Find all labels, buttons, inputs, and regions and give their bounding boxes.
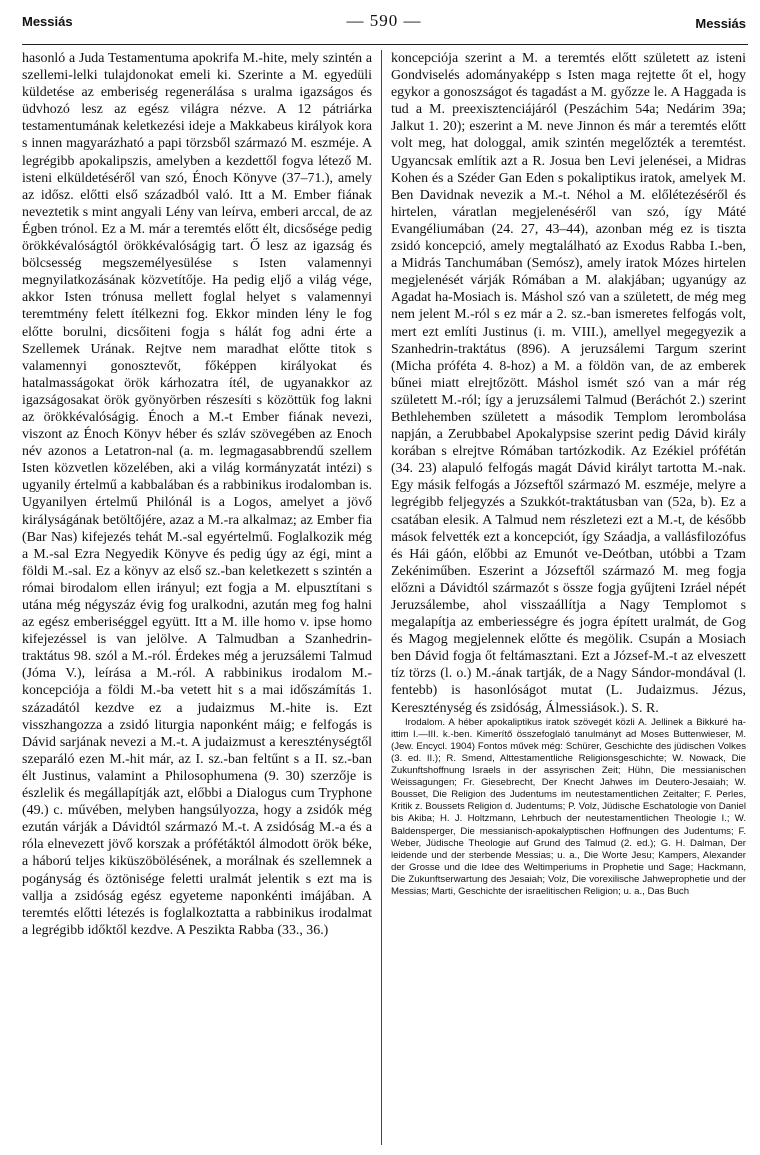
running-head-left: Messiás <box>22 14 73 29</box>
page-header <box>22 11 746 36</box>
left-column-text: hasonló a Juda Testamentuma apokrifa M.-hite, mely szintén a szellemi-lelki tulajdonokat emeli ki. Szerinte a M. egyedüli küldetése az emberiség regenerálása s uralma igazságos és üdvhozó lesz az egész világra nézve. A 12 pátriárka testamentumának keletkezési ideje a Makkabeus királyok kora s innen magyarázható a papi törzsből származó M. eszméje. A legrégibb apokalipszis, amelyben a kezdettől fogva létező M. isteni elküldetéséről van szó, Énoch Könyve (37–71.), amely az idősz. előtti első századból való. Itt a M. Ember fiának neveztetik s mint angyali Lény van leírva, emberi arccal, de az Égben trónol. Ez a M. már a teremtés előtt élt, dicsősége pedig örökkévalóságtól örökkévalóságig tart. Ő lesz az igazság és bölcsesség megszemélyesülése s Isten valamennyi megnyilatkozásának közvetítője. Ha pedig eljő a világ vége, akkor Isten trónusa mellett foglal helyet s valamennyi teremtmény felett ítélkezni fog. Ekkor minden lény le fog előtte borulni, dicsőiteni fogja s hálát fog adni érte a Szellemek Urának. Rejtve nem maradhat előtte titok s valamennyi gonosztevőt, főképpen királyokat és hatalmasságokat örök kárhozatra ítél, de ugyanakkor az igazságosakat örök gyönyörben részesíti s közöttük fog lakni az örökkévalóságig. Énoch a M.-t Ember fiának nevezi, viszont az Énoch Könyv héber és szláv szövegében az Enoch név azonos a Letatron-nal (a. m. legmagasabbrendű szellem Isten közvetlen közelében, aki a világ kormányzatát intézi) s ugyanily értelmű a kabbalában és a rabbinikus irodalomban is. Ugyanilyen értelmű Philónál is a Logos, amelyet a jövő királyságának betöltőjére, azaz a M.-ra alkalmaz; az Ember fia (Bar Nas) kifejezés tehát M.-sal egyértelmű. Foglalkozik még a M.-sal Ezra Negyedik Könyve és pedig úgy az égi, mint a földi M.-sal. Ez a könyv az első sz.-ban keletkezett s szintén a római birodalom ellen irányul; ezt fogja a M. elpusztítani s utána még négyszáz évig fog uralkodni, azután meg fog halni az egész emberiséggel együtt. Itt a M. ille homo v. ipse homo kifejezéssel is van jelölve. A Talmudban a Szanhedrin-traktátus 98. szól a M.-ról. Érdekes még a jeruzsálemi Talmud (Jóma V.), leírása a M.-ról. A rabbinikus irodalom M.-koncepciója a földi M.-ba vetett hit s a mai időszámítás 1. századától kezdve ez a judaizmus M.-hite is. Ezt visszhangozza a zsidó liturgia naponként máig; e felfogás is Dávid sarjának nevezi a M.-t. A judaizmust a kereszténységtől szeparáló ezen M.-hit már, az I. sz.-ban feltűnt s a II. sz.-ban élt Justinus, valamint a Philosophumena (9. 30) szerzője is észlelik és megállapítják azt, előbbi a Dialogus cum Tryphone (49.) c. művében, melyben hangsúlyozza, hogy a zsidók még ezután várják a Dávidtól származó M.-t. A zsidóság M.-a és a róla elnevezett jövő korszak a prófétáktól álmodott örök béke, a háború teljes kiküszöbölésének, a morálnak és szellemnek a pogányság és öztönisége feletti uralmát jelentik s ezt ma is vallja a zsidóság egész egyeteme naponkénti imájában. A teremtés előtti létezés is foglalkoztatta a rabbinikus irodalmat a legrégibb időktől kezdve. A Peszikta Rabba (33., 36.) <box>22 51 372 938</box>
right-column <box>391 50 746 898</box>
column-divider <box>381 50 382 1145</box>
bibliography: Irodalom. A héber apokaliptikus iratok szövegét közli A. Jellinek a Bikkuré ha-ittim I.—III. k.-ben. Kimerítő összefoglaló tanulmányt ad Moses Buttenwieser, M. (Jew. Encycl. 1904) Fontos művek még: Schürer, Geschichte des jüdischen Volkes (3. ed. II.); R. Smend, Alttestamentliche Religionsgeschichte; W. Nowack, Die Zukunftshoffnung Israels in der assyrischen Zeit; Hühn, Die messianischen Weissagungen; Fr. Giesebrecht, Der Knecht Jahwes im Deutero-Jesaiah; W. Bousset, Die Religion des Judentums im neutestamentlichen Zeitalter; F. Perles, Kritik z. Boussets Religion d. Judentums; P. Volz, Jüdische Eschatologie von Daniel bis Akiba; H. J. Holtzmann, Lehrbuch der neutestamentlichen Theologie I.; W. Baldensperger, Die messianisch-apokalyptischen Hoffnungen des Judentums; F. Weber, Jüdische Theologie auf Grund des Talmud (2. ed.); G. H. Dalman, Der leidende und der sterbende Messias; u. a., Die Worte Jesu; Kampers, Alexander der Grosse und die Idee des Weltimperiums in Prophetie und Sage; Hackmann, Die Zukunftserwartung des Jesaiah; Volz, Die vorexilische Jahweprophetie und der Messias; Marti, Geschichte der israelitischen Religion; u. a., Das Buch <box>391 716 746 897</box>
page-number: — 590 — <box>346 11 422 30</box>
right-column-text: koncepciója szerint a M. a teremtés előtt született az isteni Gondviselés adományaképp s Isten maga rejtette őt el, hogy egykor a gonoszságot és tagadást a M. győzze le. A Haggada is tud a M. preexisztenciájáról (Peszáchim 54a; Nedárim 39a; Jalkut 1. 20); eszerint a M. neve Jinnon és már a teremtés előtt volt meg, hat dologgal, amik szintén megelőzték a teremtést. Ugyancsak említik azt a R. Josua ben Levi jelenései, a Midras Kohen és a Széder Gan Eden s pokaliptikus iratok, amelyek M. Ben Davidnak nevezik a M.-t. Néhol a M. előlétezéséről és hirtelen, váratlan megjelenéséről van szó, így Máté Evangéliumában (24. 27, 43–44), azonban még ez is tiszta zsidó koncepció, amely megtalálható az Exodus Rabba I.-ben, a Midrás Tanchumában (Semósz), amely iratok Mózes hirtelen megjelenését várják Rómában a M. alakjában; ugyanúgy az Agadat ha-Mosiach is. Máshol szó van a született, de még meg nem jelent M.-ról s ez már a 2. sz.-ban ismeretes felfogás volt, mert ezt említi Justinus (i. m. VIII.), amellyel megegyezik a Szanhedrin-traktátus (896). A jeruzsálemi Targum szerint (Micha próféta 4. 8-hoz) a M. a földön van, de az emberek bűnei miatt elrejtőzött. Máshol ismét szó van a már rég született M.-ról; így a jeruzsálemi Talmud (Beráchót 2.) szerint Bethlehemben született a második Templom lerombolása napján, a Zerubbabel Apokalypsise szerint pedig Dávid király korában s elrejtve Rómában tartózkodik. Az Ezékiel prófétán (34. 23) alapuló felfogás magát Dávid királyt tartotta M.-nak. Egy másik felfogás a Józseftől származó M. eszméje, melyre a legrégibb feljegyzés a Szukkót-traktátusban van (52a, b). Ez a csatában elesik. A Talmud nem részletezi ezt a M.-t, de később mások felvették ezt a koncepciót, így Száadja, a vallásfilozófus és Hái gáón, előbbi az Emunót ve-Deótban, utóbbi a Tzam Zekéniműben. Eszerint a Józseftől származó M. meg fogja előzni a Dávidtól származót s össze fogja gyűjteni Izráel népét Jeruzsálembe, ahol visszaállítja a Nagy Templomot s megalapítja az emberiességre és jogra épített uralmát, de Gog és Magog megjelennek előtte és megölik. Csupán a Mosiach ben Dávid fogja őt feltámasztani. Ezt a József-M.-t az elveszett tíz törzs (l. o.) M.-ának tartják, de a Nagy Sándor-mondával (l. fentebb) is hasonlóságot mutat (L. Judaizmus. Jézus, Kereszténység és zsidóság, Álmessiások.). S. R. <box>391 51 746 716</box>
running-head-right: Messiás <box>695 16 746 31</box>
header-rule <box>22 44 748 45</box>
left-column <box>22 50 372 939</box>
